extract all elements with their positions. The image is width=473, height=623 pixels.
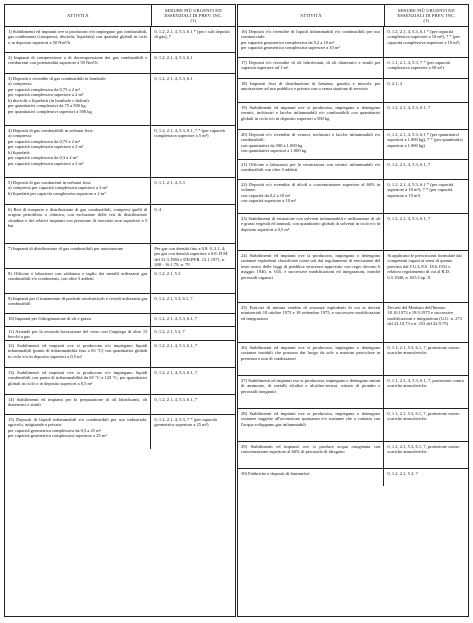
activity-cell: [5, 205, 151, 243]
table-row: [238, 376, 468, 409]
activity-cell: [238, 160, 384, 179]
activity-text: 1) Stabilimenti ed impianti ove si producono e/o impiegano gas combustibili, gas comburenti (compressi, disciolti, liquefatti) con quantità globali in ciclo o in deposito superiori a 50 Nm³/h: [8, 28, 148, 45]
measures-cell: 0, 1.2, 2.1, 4, 5.3, 6.1, 7: [154, 342, 198, 348]
header-activity: ATTIVITÀ: [238, 5, 385, 26]
table-row: [238, 469, 468, 486]
measures-cell: 0, 1.2, 2.1, 4, 5.3, 6.1, 7 * (per capacità complessiva superiore a 5 m³): [154, 127, 225, 139]
activity-cell: [238, 409, 384, 441]
activity-text: per capacità complessiva da 0,3 a 2 m³: [8, 155, 78, 161]
activity-text: 30) Fabbriche e depositi di fiammiferi: [241, 470, 310, 476]
activity-text: 28) Stabilimenti ed impianti ove si producono, impiegano o detengono sostanze soggette all'accensione spontanea e/o sostanze che a contatto con l'acqua sviluppano gas infiammabili: [241, 410, 381, 427]
measures-cell: 0, 1.2, 2.1, 4, 5.3, 6.1 * (per quantitativi superiori a 1.000 kg), 7 * (per quantitativi superiori a 1.000 kg): [387, 131, 463, 148]
measures-cell: 0, 1.1, 2.1, 4, 5.3, 6.1, 7, protezione contro scariche atmosferiche: [387, 377, 464, 389]
header-measures-label: MISURE PIÙ URGENTI ED ESSENZIALI DI PREV. INC.: [397, 8, 456, 18]
activity-text: per capacità geometrica complessiva da 0,5 a 25 m³: [8, 427, 101, 433]
activity-cell: [5, 244, 151, 268]
activity-text: con quantitativi superiori a 1.000 kg: [241, 148, 307, 154]
table-row: [5, 205, 235, 244]
activity-cell: [238, 469, 384, 486]
activity-text: b) liquefatti per capacità complessiva superiore a 2 m³: [8, 190, 106, 196]
activity-text: con capacità da 0,2 a 10 m³: [241, 192, 291, 198]
activity-text: 9) Impianti per il trattamento di prodotti ortofrutticoli e cereali utilizzanti gas combustibili: [8, 295, 148, 307]
activity-text: 5) Depositi di gas comburenti in serbatoi fissi:: [8, 179, 92, 185]
activity-cell: [238, 130, 384, 159]
measures-cell: 0, 1.2, 2.1, 4, 5.3, 7 * (per capacità geometrica superiore a 25 m³): [154, 416, 217, 428]
measures-cell: 0, 1.2, 2.1, 4, 5.3, 6.1 * (per capacità complessiva superiore a 10 m³), 7 * (per capacità complessiva superiore a 10 m³): [387, 28, 460, 45]
table-row: [238, 103, 468, 130]
table-row: [5, 395, 235, 415]
activity-text: 21) Officine o laboratori per la verniciatura con vernici infiammabili e/o combustibili con oltre 5 addetti: [241, 161, 381, 173]
activity-cell: [238, 251, 384, 302]
table-header: [238, 5, 468, 27]
activity-text: 11) Aziende per la seconda lavorazione del vetro con l'impiego di oltre 15 becchi a gas: [8, 328, 148, 340]
measures-cell: 0, 1.2, 2.1, 4, 5.3, 6.1, 7: [154, 396, 198, 402]
activity-text: b) disciolti o liquefatti (in bombole o bidoni):: [8, 97, 90, 103]
activity-text: 17) Depositi e/o rivendite di oli lubrificanti, di oli diatermici e simili per capacità superiore ad 1 m³: [241, 59, 381, 71]
table-row: [5, 27, 235, 53]
activity-cell: [5, 269, 151, 293]
activity-text: 24) Stabilimenti ed impianti ove si producono, impiegano o detengono sostanze esplodenti classificate come tali dal regolamento di esecuzione del testo unico delle leggi di pubblica sicurezza approvato con regio decreto 6 maggio 1940, n. 635, e successive modificazioni ed integrazioni, nonché perossidi organici: [241, 252, 381, 280]
measures-cell: 0, 4: [154, 206, 162, 212]
measures-cell: 0, 1.1, 2.1, 5.3, 6.1, 7, protezione contro scariche atmosferiche: [387, 410, 460, 422]
measures-cell: 0, 1.1, 2.1, 4, 5.3: [154, 179, 185, 185]
activity-text: 15) Depositi di liquidi infiammabili e/o combustibili per uso industriale, agricolo, artigianale e privato:: [8, 416, 148, 428]
activity-text: 13) Stabilimenti ed impianti ove si producono e/o impiegano liquidi combustibili con punto di infiammabilità da 65 °C a 125 °C, per quantitativi globali in ciclo o in deposito superiori a 0,5 m³: [8, 369, 148, 386]
measures-cell: 0, 2.1, 4: [387, 80, 402, 86]
measures-cell: 0, 1.2, 2.1, 5.3, 7: [387, 470, 418, 476]
activity-cell: [238, 376, 384, 408]
activity-text: per capacità complessiva superiore a 2 m³: [8, 92, 84, 98]
activity-text: 29) Stabilimenti ed impianti ove si produce acqua ossigenata con concentrazione superiore al 60% di perossido di idrogeno: [241, 443, 381, 455]
activity-cell: [238, 58, 384, 78]
activity-text: a) compressi:: [8, 81, 33, 87]
activity-text: 2) Impianti di compressione o di decompressione dei gas combustibili e comburenti con potenzialità superiore a 50 Nm³/h: [8, 54, 148, 66]
header-note-ref: (1): [423, 18, 430, 23]
activity-text: 18) Impianti fissi di distribuzione di benzina, gasolio e miscele per autotrazione ad uso pubblico e privato con o senza stazione di servizio: [241, 80, 381, 92]
measures-cell: 0, 1.2, 2.1, 4, 5.3, 6.1, 7: [387, 215, 431, 221]
activity-text: 23) Stabilimenti di estrazione con solventi infiammabili e raffinazione di oli e grassi vegetali ed animali, con quantitativi globali di solventi in ciclo e/o in deposito superiori a 0,5 m³: [241, 215, 381, 232]
header-note-ref: (1): [190, 18, 197, 23]
activity-cell: [238, 214, 384, 250]
table-row: [238, 58, 468, 79]
table-row: [238, 27, 468, 58]
activity-cell: [238, 27, 384, 57]
activity-cell: [5, 368, 151, 394]
table-row: [238, 303, 468, 343]
table-row: [238, 214, 468, 251]
activity-cell: [5, 178, 151, 204]
header-activity: ATTIVITÀ: [5, 5, 152, 26]
table-row: [5, 126, 235, 178]
table-row: [238, 251, 468, 303]
table-row: [5, 74, 235, 126]
activity-text: 27) Stabilimenti ed impianti ove si producono, impiegano o detengono nitrati di ammonio, di metalli alcalini e alcalino-terrosi, nitrato di piombo e perossidi inorganici: [241, 377, 381, 394]
left-column: [4, 4, 236, 617]
measures-cell: 0, 1.1, 2.1, 5.3, 6.1, 7, protezione contro scariche atmosferiche: [387, 344, 460, 356]
table-row: [238, 79, 468, 103]
header-measures: [152, 5, 235, 26]
activity-text: 22) Depositi e/o rivendite di alcoli a concentrazione superiore al 60% in volume:: [241, 181, 381, 193]
header-measures-label: MISURE PIÙ URGENTI ED ESSENZIALI DI PREV. INC.: [164, 8, 223, 18]
activity-text: 19) Stabilimenti ed impianti ove si producono, impiegano o detengono vernici, inchiostri e lacche infiammabili e/o combustibili con quantitativi globali in ciclo e/o in deposito superiori a 500 kg: [241, 104, 381, 121]
activity-cell: [5, 126, 151, 177]
measures-cell: Si applicano le prescrizioni formulate dai competenti organi ai sensi di quanto previsto dal T.U.L.P.S. 18.6.1931 e relativo regolamento di cui al R.D. 6.5.1940, n. 635 Cap. X: [387, 252, 462, 280]
activity-cell: [5, 415, 151, 449]
activity-cell: [238, 303, 384, 342]
activity-text: per capacità complessiva da 0,75 a 2 m³: [8, 86, 80, 92]
table-row: [238, 442, 468, 469]
activity-cell: [238, 180, 384, 213]
measures-cell: 0, 1.2, 2.1, 5.3, 6.1, 7: [154, 295, 193, 301]
activity-cell: [5, 294, 151, 313]
activity-text: b) liquefatti:: [8, 149, 31, 155]
activity-text: 10) Impianti per l'idrogenazione di oli e grassi: [8, 315, 92, 321]
measures-cell: 0, 1.2, 2.1, 4, 5.3, 6.1 * (per i soli depositi di gas), 7: [154, 28, 230, 40]
activity-cell: [238, 103, 384, 129]
activity-text: 7) Impianti di distribuzione di gas combustibili per autotrazione: [8, 245, 123, 251]
activity-cell: [5, 395, 151, 414]
table-row: [5, 341, 235, 368]
activity-text: 20) Depositi e/o rivendite di vernici, inchiostri e lacche infiammabili e/o combustibili:: [241, 131, 381, 143]
table-row: [5, 327, 235, 341]
measures-cell: 0, 1.1, 2.1, 4, 5.3, 7 * (per capacità complessiva superiore a 50 m³): [387, 59, 450, 71]
activity-text: 3) Depositi e rivendite di gas combustibili in bombole:: [8, 75, 107, 81]
regulation-table-page: [4, 4, 469, 619]
activity-cell: [238, 442, 384, 468]
measures-cell: 0, 1.2, 2.1, 4, 5.3, 6.1, 7: [154, 369, 198, 375]
activity-cell: [238, 343, 384, 375]
measures-cell: 0, 1.2, 2.1, 4, 5.3, 6.1, 7: [387, 161, 431, 167]
measures-cell: 0, 1.2, 2.1, 4, 5.3, 6.1, 7: [387, 104, 431, 110]
table-row: [238, 160, 468, 180]
table-row: [238, 409, 468, 442]
table-row: [5, 294, 235, 314]
table-row: [5, 314, 235, 327]
table-header: [5, 5, 235, 27]
measures-cell: Decreti del Ministro dell'Interno 18.10.1973 e 18.9.1975 e successive modificazioni e integrazioni (G.U. n. 273 del 22.10.73 e n. 253 del 22.9.75): [387, 304, 462, 327]
table-row: [238, 130, 468, 160]
activity-cell: [5, 74, 151, 125]
header-measures: [385, 5, 468, 26]
activity-text: per quantitativi complessivi da 75 a 500 kg: [8, 103, 86, 109]
activity-text: 6) Reti di trasporto e distribuzione di gas combustibili, compresi quelli di origine petrolifera o chimica, con esclusione delle reti di distribuzione cittadina e dei relativi impianti con pressione di esercizio non superiore a 5 bar: [8, 206, 148, 229]
activity-text: con capacità superiore a 10 m³: [241, 198, 296, 204]
measures-cell: 0, 1.2, 2.1, 5.3, 6.1, 7, protezione contro scariche atmosferiche: [387, 443, 460, 455]
activity-text: con quantitativi da 500 a 1.000 kg: [241, 142, 303, 148]
activity-text: per capacità complessiva superiore a 2 m³: [8, 144, 84, 150]
measures-cell: 0, 1.2, 2.1, 4, 5.3, 6.1, 7: [154, 315, 198, 321]
activity-text: a) compressi per capacità complessiva superiore a 3 m³: [8, 185, 108, 191]
activity-text: per capacità geometrica complessiva superiore a 25 m³: [8, 433, 107, 439]
activity-text: 14) Stabilimenti ed impianti per la preparazione di oli lubrificanti, oli diatermici e simili: [8, 396, 148, 408]
right-column: [237, 4, 469, 617]
activity-cell: [238, 79, 384, 102]
activity-text: 4) Depositi di gas combustibili in serbatoi fissi:: [8, 127, 94, 133]
table-row: [5, 244, 235, 269]
activity-text: 8) Officine e laboratori con saldatura e taglio dei metalli utilizzanti gas combustibili e/o comburenti, con oltre 5 addetti: [8, 270, 148, 282]
measures-cell: 0, 1.2, 2.1, 5.3: [154, 270, 181, 276]
activity-text: per capacità geometrica complessiva superiore a 10 m³: [241, 45, 340, 51]
table-row: [238, 180, 468, 214]
table-row: [5, 368, 235, 395]
activity-text: per capacità complessiva da 0,75 a 2 m³: [8, 138, 80, 144]
table-row: [5, 53, 235, 74]
activity-cell: [5, 27, 151, 52]
measures-cell: 0, 1.2, 2.1, 4, 5.3, 6.1 * (per capacità superiore a 10 m³), 7 * (per capacità superiore a 10 m³): [387, 181, 454, 198]
activity-text: 25) Esercizi di minuta vendita di sostanze esplodenti di cui ai decreti ministeriali 18 ottobre 1973 e 18 settembre 1975, e successive modificazioni ed integrazioni: [241, 304, 381, 321]
table-row: [5, 269, 235, 294]
table-row: [5, 415, 235, 449]
measures-cell: 0, 1.2, 2.1, 4, 5.3, 6.1: [154, 75, 193, 81]
measures-cell: Per gas con densità fino a 0.8: 0, 2.1, 4; per gas con densità superiore a 0.8: D.M. del 31.3.1984 e DD.PP.R. 12.1.1971, n. 208 - 16.1.79, n. 79: [154, 245, 229, 268]
activity-text: a) compressi:: [8, 133, 33, 139]
activity-cell: [5, 314, 151, 326]
activity-text: per quantitativi complessivi superiori a 500 kg: [8, 109, 92, 115]
activity-text: per capacità complessiva superiore a 2 m³: [8, 161, 84, 167]
activity-text: 12) Stabilimenti ed impianti ove si producono e/o impiegano liquidi infiammabili (punto di infiammabilità fino a 65 °C) con quantitativi globali in ciclo e/o in deposito superiori a 0,5 m³: [8, 342, 148, 359]
measures-cell: 0, 1.2, 2.1, 4, 5.3, 6.1: [154, 54, 193, 60]
activity-text: 26) Stabilimenti ed impianti ove si producono, impiegano o detengono sostanze instabili che possono dar luogo da sole a reazioni pericolose in presenza o non di catalizzatori: [241, 344, 381, 361]
activity-cell: [5, 327, 151, 340]
table-row: [5, 178, 235, 205]
measures-cell: 0, 1.2, 2.1, 5.3, 7: [154, 328, 185, 334]
activity-cell: [5, 341, 151, 367]
activity-text: 16) Depositi e/o rivendite di liquidi infiammabili e/o combustibili per uso commerciale:: [241, 28, 381, 40]
table-row: [238, 343, 468, 376]
right-rows: [238, 27, 468, 486]
activity-cell: [5, 53, 151, 73]
activity-text: per capacità geometrica complessiva da 0,2 a 10 m³: [241, 39, 334, 45]
left-rows: [5, 27, 235, 449]
